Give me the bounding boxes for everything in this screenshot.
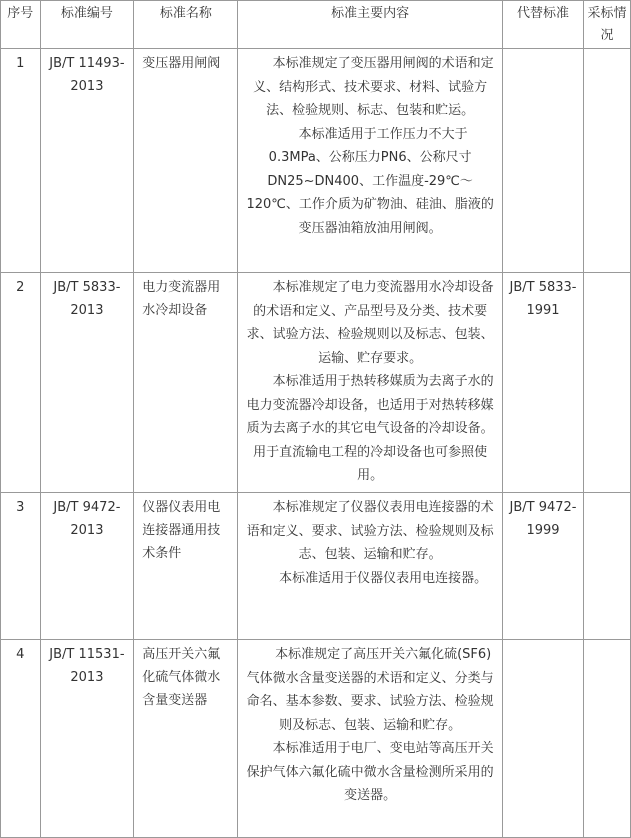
- header-content: 标准主要内容: [238, 1, 502, 49]
- row-content: [238, 49, 502, 273]
- row-name: 电力变流器用水冷却设备: [134, 273, 238, 493]
- row-no: 3: [1, 493, 41, 640]
- row-no: 4: [1, 640, 41, 838]
- table-row: [1, 273, 631, 493]
- row-code: JB/T 11531-2013: [40, 640, 134, 838]
- row-no: 2: [1, 273, 41, 493]
- table-row: [1, 493, 631, 640]
- row-replaced: JB/T 5833-1991: [502, 273, 583, 493]
- row-replaced: JB/T 9472-1999: [502, 493, 583, 640]
- header-code: 标准编号: [40, 1, 134, 49]
- header-name: 标准名称: [134, 1, 238, 49]
- row-adoption: [584, 493, 631, 640]
- row-code: JB/T 9472-2013: [40, 493, 134, 640]
- row-content: [238, 273, 502, 493]
- header-row: [1, 1, 631, 49]
- table-row: [1, 640, 631, 838]
- row-adoption: [584, 49, 631, 273]
- row-name: 仪器仪表用电连接器通用技术条件: [134, 493, 238, 640]
- header-no: 序号: [1, 1, 41, 49]
- row-content: [238, 493, 502, 640]
- row-name: 变压器用闸阀: [134, 49, 238, 273]
- content-paragraph: 本标准适用于电厂、变电站等高压开关保护气体六氟化硫中微水含量检测所采用的变送器。: [246, 741, 494, 803]
- row-no: 1: [1, 49, 41, 273]
- content-paragraph: 本标准适用于仪器仪表用电连接器。: [279, 570, 488, 586]
- content-paragraph: 本标准适用于工作压力不大于0.3MPa、公称压力PN6、公称尺寸DN25~DN400、工作温度-29℃～120℃、工作介质为矿物油、硅油、脂液的变压器油箱放油用闸阀。: [246, 126, 494, 236]
- header-replaced: 代替标准: [502, 1, 583, 49]
- header-adoption: 采标情况: [584, 1, 631, 49]
- row-replaced: [502, 49, 583, 273]
- row-name: 高压开关六氟化硫气体微水含量变送器: [134, 640, 238, 838]
- content-paragraph: 本标准规定了仪器仪表用电连接器的术语和定义、要求、试验方法、检验规则及标志、包装、运输和贮存。: [246, 500, 494, 562]
- row-code: JB/T 11493-2013: [40, 49, 134, 273]
- row-adoption: [584, 273, 631, 493]
- row-code: JB/T 5833-2013: [40, 273, 134, 493]
- row-adoption: [584, 640, 631, 838]
- content-paragraph: 本标准规定了高压开关六氟化硫(SF6)气体微水含量变送器的术语和定义、分类与命名、基本参数、要求、试验方法、检验规则及标志、包装、运输和贮存。: [246, 647, 494, 733]
- row-replaced: [502, 640, 583, 838]
- content-paragraph: 本标准规定了变压器用闸阀的术语和定义、结构形式、技术要求、材料、试验方法、检验规则、标志、包装和贮运。: [253, 56, 494, 118]
- content-paragraph: 本标准适用于热转移媒质为去离子水的电力变流器冷却设备，也适用于对热转移媒质为去离子水的其它电气设备的冷却设备。用于直流输电工程的冷却设备也可参照使用。: [246, 374, 494, 483]
- row-content: [238, 640, 502, 838]
- content-paragraph: 本标准规定了电力变流器用水冷却设备的术语和定义、产品型号及分类、技术要求、试验方法、检验规则以及标志、包装、运输、贮存要求。: [246, 280, 494, 366]
- table-row: [1, 49, 631, 273]
